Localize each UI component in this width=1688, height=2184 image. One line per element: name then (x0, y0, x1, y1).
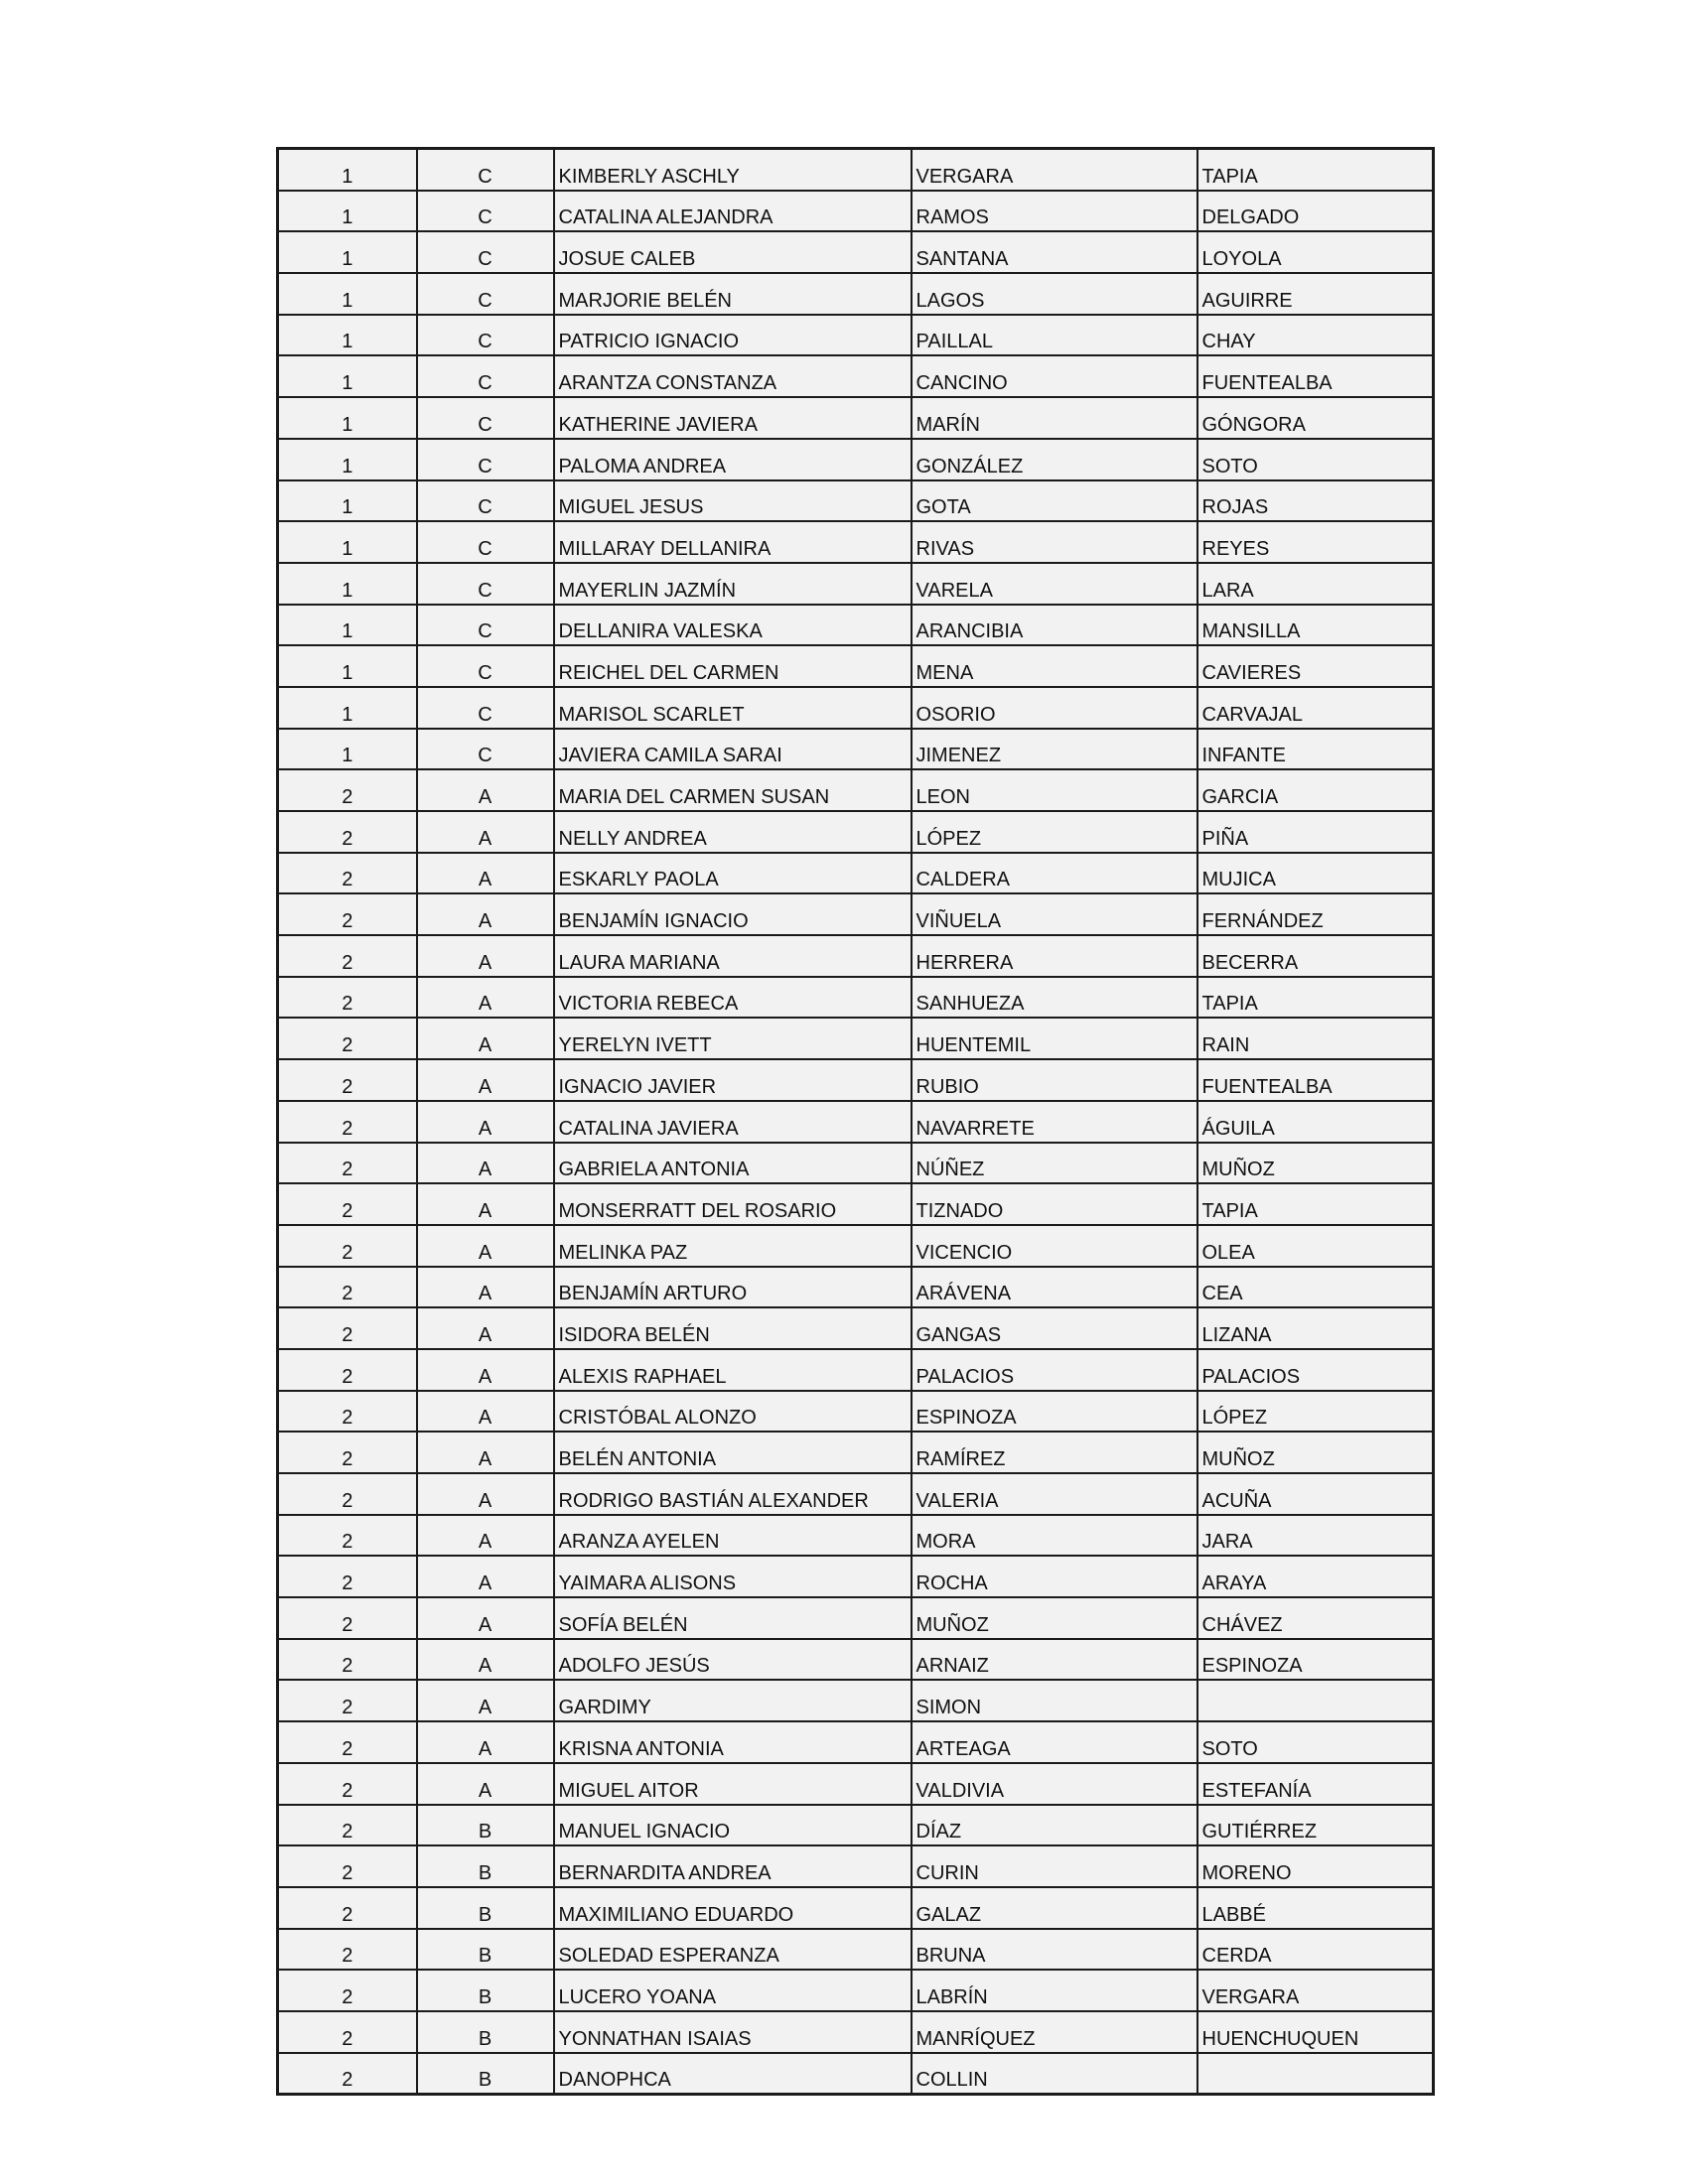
section-cell: A (417, 853, 554, 894)
paternal-surname-cell: VALDIVIA (912, 1763, 1197, 1805)
table-row (278, 563, 1434, 605)
table-row (278, 935, 1434, 977)
first-names-cell: LAURA MARIANA (554, 935, 912, 977)
maternal-surname-cell: MUJICA (1197, 853, 1434, 894)
maternal-surname-cell: MUÑOZ (1197, 1143, 1434, 1184)
first-names-cell: GARDIMY (554, 1680, 912, 1721)
table-row (278, 1845, 1434, 1887)
table-row (278, 1970, 1434, 2011)
paternal-surname-cell: SIMON (912, 1680, 1197, 1721)
grade-cell: 1 (278, 521, 417, 563)
maternal-surname-cell: AGUIRRE (1197, 273, 1434, 315)
table-row (278, 2053, 1434, 2095)
paternal-surname-cell: GOTA (912, 480, 1197, 522)
first-names-cell: REICHEL DEL CARMEN (554, 645, 912, 687)
first-names-cell: YONNATHAN ISAIAS (554, 2011, 912, 2053)
maternal-surname-cell: TAPIA (1197, 1183, 1434, 1225)
maternal-surname-cell: ACUÑA (1197, 1473, 1434, 1515)
first-names-cell: SOFÍA BELÉN (554, 1597, 912, 1639)
paternal-surname-cell: SANTANA (912, 231, 1197, 273)
paternal-surname-cell: VERGARA (912, 149, 1197, 191)
paternal-surname-cell: RUBIO (912, 1059, 1197, 1101)
paternal-surname-cell: COLLIN (912, 2053, 1197, 2095)
paternal-surname-cell: MUÑOZ (912, 1597, 1197, 1639)
first-names-cell: YAIMARA ALISONS (554, 1556, 912, 1597)
grade-cell: 2 (278, 1763, 417, 1805)
first-names-cell: ISIDORA BELÉN (554, 1307, 912, 1349)
first-names-cell: KIMBERLY ASCHLY (554, 149, 912, 191)
first-names-cell: CATALINA ALEJANDRA (554, 191, 912, 232)
grade-cell: 1 (278, 605, 417, 646)
maternal-surname-cell (1197, 2053, 1434, 2095)
paternal-surname-cell: JIMENEZ (912, 729, 1197, 770)
maternal-surname-cell: LARA (1197, 563, 1434, 605)
first-names-cell: ESKARLY PAOLA (554, 853, 912, 894)
grade-cell: 2 (278, 1059, 417, 1101)
section-cell: C (417, 645, 554, 687)
table-row (278, 1183, 1434, 1225)
section-cell: A (417, 1763, 554, 1805)
student-roster-table (276, 147, 1435, 2096)
table-row (278, 1763, 1434, 1805)
table-row (278, 687, 1434, 729)
first-names-cell: GABRIELA ANTONIA (554, 1143, 912, 1184)
paternal-surname-cell: VIÑUELA (912, 893, 1197, 935)
table-row (278, 1473, 1434, 1515)
section-cell: A (417, 1143, 554, 1184)
maternal-surname-cell: PALACIOS (1197, 1349, 1434, 1391)
grade-cell: 1 (278, 273, 417, 315)
table-row (278, 1680, 1434, 1721)
paternal-surname-cell: HUENTEMIL (912, 1018, 1197, 1059)
maternal-surname-cell: ARAYA (1197, 1556, 1434, 1597)
section-cell: C (417, 191, 554, 232)
section-cell: A (417, 1059, 554, 1101)
grade-cell: 1 (278, 355, 417, 397)
maternal-surname-cell: TAPIA (1197, 149, 1434, 191)
first-names-cell: PALOMA ANDREA (554, 439, 912, 480)
paternal-surname-cell: ESPINOZA (912, 1391, 1197, 1433)
section-cell: A (417, 1349, 554, 1391)
maternal-surname-cell: GARCIA (1197, 769, 1434, 811)
grade-cell: 2 (278, 1391, 417, 1433)
maternal-surname-cell: HUENCHUQUEN (1197, 2011, 1434, 2053)
paternal-surname-cell: BRUNA (912, 1929, 1197, 1971)
first-names-cell: VICTORIA REBECA (554, 977, 912, 1019)
paternal-surname-cell: ROCHA (912, 1556, 1197, 1597)
first-names-cell: ARANTZA CONSTANZA (554, 355, 912, 397)
paternal-surname-cell: CANCINO (912, 355, 1197, 397)
paternal-surname-cell: NAVARRETE (912, 1101, 1197, 1143)
maternal-surname-cell (1197, 1680, 1434, 1721)
grade-cell: 2 (278, 1639, 417, 1681)
table-row (278, 1556, 1434, 1597)
section-cell: B (417, 1805, 554, 1846)
section-cell: B (417, 1845, 554, 1887)
grade-cell: 2 (278, 1680, 417, 1721)
section-cell: A (417, 1515, 554, 1557)
first-names-cell: MAYERLIN JAZMÍN (554, 563, 912, 605)
paternal-surname-cell: GONZÁLEZ (912, 439, 1197, 480)
table-row (278, 521, 1434, 563)
maternal-surname-cell: ESPINOZA (1197, 1639, 1434, 1681)
section-cell: A (417, 977, 554, 1019)
table-row (278, 1805, 1434, 1846)
maternal-surname-cell: CHÁVEZ (1197, 1597, 1434, 1639)
first-names-cell: BENJAMÍN ARTURO (554, 1267, 912, 1308)
maternal-surname-cell: CEA (1197, 1267, 1434, 1308)
grade-cell: 2 (278, 2011, 417, 2053)
paternal-surname-cell: DÍAZ (912, 1805, 1197, 1846)
first-names-cell: MAXIMILIANO EDUARDO (554, 1887, 912, 1929)
table-row (278, 605, 1434, 646)
maternal-surname-cell: OLEA (1197, 1225, 1434, 1267)
first-names-cell: KRISNA ANTONIA (554, 1721, 912, 1763)
section-cell: A (417, 811, 554, 853)
section-cell: A (417, 1473, 554, 1515)
grade-cell: 2 (278, 977, 417, 1019)
maternal-surname-cell: GÓNGORA (1197, 397, 1434, 439)
table-row (278, 769, 1434, 811)
grade-cell: 2 (278, 811, 417, 853)
paternal-surname-cell: ARÁVENA (912, 1267, 1197, 1308)
first-names-cell: JOSUE CALEB (554, 231, 912, 273)
section-cell: A (417, 769, 554, 811)
grade-cell: 1 (278, 729, 417, 770)
paternal-surname-cell: ARNAIZ (912, 1639, 1197, 1681)
table-row (278, 1929, 1434, 1971)
maternal-surname-cell: FUENTEALBA (1197, 1059, 1434, 1101)
first-names-cell: SOLEDAD ESPERANZA (554, 1929, 912, 1971)
maternal-surname-cell: DELGADO (1197, 191, 1434, 232)
section-cell: A (417, 893, 554, 935)
table-row (278, 1143, 1434, 1184)
maternal-surname-cell: PIÑA (1197, 811, 1434, 853)
section-cell: A (417, 1018, 554, 1059)
paternal-surname-cell: RAMOS (912, 191, 1197, 232)
grade-cell: 2 (278, 1556, 417, 1597)
paternal-surname-cell: CALDERA (912, 853, 1197, 894)
first-names-cell: MILLARAY DELLANIRA (554, 521, 912, 563)
table-row (278, 1432, 1434, 1473)
grade-cell: 2 (278, 1143, 417, 1184)
grade-cell: 2 (278, 1970, 417, 2011)
first-names-cell: DANOPHCA (554, 2053, 912, 2095)
section-cell: C (417, 355, 554, 397)
paternal-surname-cell: LÓPEZ (912, 811, 1197, 853)
table-row (278, 480, 1434, 522)
paternal-surname-cell: RAMÍREZ (912, 1432, 1197, 1473)
maternal-surname-cell: CARVAJAL (1197, 687, 1434, 729)
paternal-surname-cell: LEON (912, 769, 1197, 811)
table-row (278, 1267, 1434, 1308)
grade-cell: 2 (278, 1597, 417, 1639)
grade-cell: 2 (278, 1887, 417, 1929)
table-row (278, 1639, 1434, 1681)
paternal-surname-cell: VICENCIO (912, 1225, 1197, 1267)
section-cell: B (417, 1929, 554, 1971)
maternal-surname-cell: LABBÉ (1197, 1887, 1434, 1929)
maternal-surname-cell: MANSILLA (1197, 605, 1434, 646)
first-names-cell: MARIA DEL CARMEN SUSAN (554, 769, 912, 811)
section-cell: C (417, 521, 554, 563)
paternal-surname-cell: LABRÍN (912, 1970, 1197, 2011)
paternal-surname-cell: GANGAS (912, 1307, 1197, 1349)
paternal-surname-cell: SANHUEZA (912, 977, 1197, 1019)
grade-cell: 2 (278, 1845, 417, 1887)
table-row (278, 397, 1434, 439)
first-names-cell: ADOLFO JESÚS (554, 1639, 912, 1681)
paternal-surname-cell: VARELA (912, 563, 1197, 605)
grade-cell: 1 (278, 149, 417, 191)
section-cell: B (417, 1970, 554, 2011)
grade-cell: 2 (278, 853, 417, 894)
section-cell: A (417, 1639, 554, 1681)
grade-cell: 2 (278, 1307, 417, 1349)
grade-cell: 2 (278, 1349, 417, 1391)
section-cell: B (417, 2011, 554, 2053)
grade-cell: 2 (278, 1101, 417, 1143)
grade-cell: 2 (278, 1929, 417, 1971)
maternal-surname-cell: JARA (1197, 1515, 1434, 1557)
roster-table-body (278, 149, 1434, 2095)
first-names-cell: BENJAMÍN IGNACIO (554, 893, 912, 935)
first-names-cell: MARISOL SCARLET (554, 687, 912, 729)
maternal-surname-cell: FERNÁNDEZ (1197, 893, 1434, 935)
section-cell: B (417, 2053, 554, 2095)
first-names-cell: LUCERO YOANA (554, 1970, 912, 2011)
paternal-surname-cell: CURIN (912, 1845, 1197, 1887)
first-names-cell: MANUEL IGNACIO (554, 1805, 912, 1846)
first-names-cell: IGNACIO JAVIER (554, 1059, 912, 1101)
maternal-surname-cell: LIZANA (1197, 1307, 1434, 1349)
maternal-surname-cell: ÁGUILA (1197, 1101, 1434, 1143)
section-cell: C (417, 605, 554, 646)
first-names-cell: RODRIGO BASTIÁN ALEXANDER (554, 1473, 912, 1515)
section-cell: A (417, 1597, 554, 1639)
paternal-surname-cell: MENA (912, 645, 1197, 687)
grade-cell: 2 (278, 1515, 417, 1557)
grade-cell: 1 (278, 231, 417, 273)
first-names-cell: ALEXIS RAPHAEL (554, 1349, 912, 1391)
section-cell: C (417, 480, 554, 522)
first-names-cell: CRISTÓBAL ALONZO (554, 1391, 912, 1433)
table-row (278, 355, 1434, 397)
table-row (278, 149, 1434, 191)
section-cell: C (417, 687, 554, 729)
grade-cell: 2 (278, 935, 417, 977)
section-cell: A (417, 1225, 554, 1267)
paternal-surname-cell: PAILLAL (912, 315, 1197, 356)
maternal-surname-cell: CAVIERES (1197, 645, 1434, 687)
paternal-surname-cell: MORA (912, 1515, 1197, 1557)
table-row (278, 2011, 1434, 2053)
table-row (278, 1349, 1434, 1391)
maternal-surname-cell: INFANTE (1197, 729, 1434, 770)
maternal-surname-cell: REYES (1197, 521, 1434, 563)
grade-cell: 2 (278, 1225, 417, 1267)
section-cell: C (417, 149, 554, 191)
paternal-surname-cell: MANRÍQUEZ (912, 2011, 1197, 2053)
first-names-cell: MIGUEL AITOR (554, 1763, 912, 1805)
maternal-surname-cell: SOTO (1197, 1721, 1434, 1763)
table-row (278, 1597, 1434, 1639)
paternal-surname-cell: HERRERA (912, 935, 1197, 977)
paternal-surname-cell: NÚÑEZ (912, 1143, 1197, 1184)
table-row (278, 1515, 1434, 1557)
table-row (278, 439, 1434, 480)
maternal-surname-cell: MORENO (1197, 1845, 1434, 1887)
grade-cell: 1 (278, 315, 417, 356)
table-row (278, 1018, 1434, 1059)
first-names-cell: YERELYN IVETT (554, 1018, 912, 1059)
first-names-cell: MARJORIE BELÉN (554, 273, 912, 315)
grade-cell: 1 (278, 439, 417, 480)
table-row (278, 811, 1434, 853)
maternal-surname-cell: RAIN (1197, 1018, 1434, 1059)
grade-cell: 2 (278, 2053, 417, 2095)
table-row (278, 977, 1434, 1019)
paternal-surname-cell: ARANCIBIA (912, 605, 1197, 646)
first-names-cell: NELLY ANDREA (554, 811, 912, 853)
section-cell: C (417, 729, 554, 770)
grade-cell: 2 (278, 1183, 417, 1225)
section-cell: A (417, 1432, 554, 1473)
maternal-surname-cell: FUENTEALBA (1197, 355, 1434, 397)
grade-cell: 2 (278, 893, 417, 935)
section-cell: C (417, 273, 554, 315)
table-row (278, 273, 1434, 315)
grade-cell: 1 (278, 687, 417, 729)
first-names-cell: CATALINA JAVIERA (554, 1101, 912, 1143)
grade-cell: 2 (278, 1721, 417, 1763)
section-cell: A (417, 1556, 554, 1597)
paternal-surname-cell: OSORIO (912, 687, 1197, 729)
section-cell: B (417, 1887, 554, 1929)
maternal-surname-cell: LÓPEZ (1197, 1391, 1434, 1433)
section-cell: A (417, 1680, 554, 1721)
grade-cell: 1 (278, 480, 417, 522)
grade-cell: 1 (278, 645, 417, 687)
table-row (278, 1391, 1434, 1433)
section-cell: A (417, 935, 554, 977)
grade-cell: 1 (278, 191, 417, 232)
paternal-surname-cell: RIVAS (912, 521, 1197, 563)
table-row (278, 191, 1434, 232)
table-row (278, 853, 1434, 894)
first-names-cell: ARANZA AYELEN (554, 1515, 912, 1557)
first-names-cell: MONSERRATT DEL ROSARIO (554, 1183, 912, 1225)
first-names-cell: PATRICIO IGNACIO (554, 315, 912, 356)
first-names-cell: DELLANIRA VALESKA (554, 605, 912, 646)
grade-cell: 2 (278, 1473, 417, 1515)
paternal-surname-cell: MARÍN (912, 397, 1197, 439)
maternal-surname-cell: MUÑOZ (1197, 1432, 1434, 1473)
maternal-surname-cell: CERDA (1197, 1929, 1434, 1971)
table-row (278, 893, 1434, 935)
section-cell: C (417, 231, 554, 273)
paternal-surname-cell: LAGOS (912, 273, 1197, 315)
maternal-surname-cell: SOTO (1197, 439, 1434, 480)
section-cell: C (417, 563, 554, 605)
maternal-surname-cell: BECERRA (1197, 935, 1434, 977)
grade-cell: 2 (278, 1267, 417, 1308)
grade-cell: 2 (278, 1432, 417, 1473)
paternal-surname-cell: PALACIOS (912, 1349, 1197, 1391)
grade-cell: 1 (278, 397, 417, 439)
maternal-surname-cell: TAPIA (1197, 977, 1434, 1019)
maternal-surname-cell: CHAY (1197, 315, 1434, 356)
first-names-cell: MIGUEL JESUS (554, 480, 912, 522)
first-names-cell: MELINKA PAZ (554, 1225, 912, 1267)
section-cell: C (417, 397, 554, 439)
table-row (278, 729, 1434, 770)
paternal-surname-cell: ARTEAGA (912, 1721, 1197, 1763)
grade-cell: 2 (278, 769, 417, 811)
first-names-cell: BERNARDITA ANDREA (554, 1845, 912, 1887)
paternal-surname-cell: VALERIA (912, 1473, 1197, 1515)
table-row (278, 1225, 1434, 1267)
section-cell: A (417, 1267, 554, 1308)
first-names-cell: JAVIERA CAMILA SARAI (554, 729, 912, 770)
section-cell: A (417, 1101, 554, 1143)
table-row (278, 1721, 1434, 1763)
table-row (278, 645, 1434, 687)
maternal-surname-cell: VERGARA (1197, 1970, 1434, 2011)
table-row (278, 231, 1434, 273)
first-names-cell: BELÉN ANTONIA (554, 1432, 912, 1473)
section-cell: C (417, 439, 554, 480)
grade-cell: 1 (278, 563, 417, 605)
section-cell: A (417, 1721, 554, 1763)
grade-cell: 2 (278, 1018, 417, 1059)
table-row (278, 1059, 1434, 1101)
paternal-surname-cell: TIZNADO (912, 1183, 1197, 1225)
table-row (278, 1887, 1434, 1929)
section-cell: C (417, 315, 554, 356)
paternal-surname-cell: GALAZ (912, 1887, 1197, 1929)
section-cell: A (417, 1307, 554, 1349)
maternal-surname-cell: GUTIÉRREZ (1197, 1805, 1434, 1846)
table-row (278, 1101, 1434, 1143)
maternal-surname-cell: ESTEFANÍA (1197, 1763, 1434, 1805)
maternal-surname-cell: ROJAS (1197, 480, 1434, 522)
table-row (278, 1307, 1434, 1349)
table-row (278, 315, 1434, 356)
section-cell: A (417, 1183, 554, 1225)
grade-cell: 2 (278, 1805, 417, 1846)
first-names-cell: KATHERINE JAVIERA (554, 397, 912, 439)
maternal-surname-cell: LOYOLA (1197, 231, 1434, 273)
section-cell: A (417, 1391, 554, 1433)
